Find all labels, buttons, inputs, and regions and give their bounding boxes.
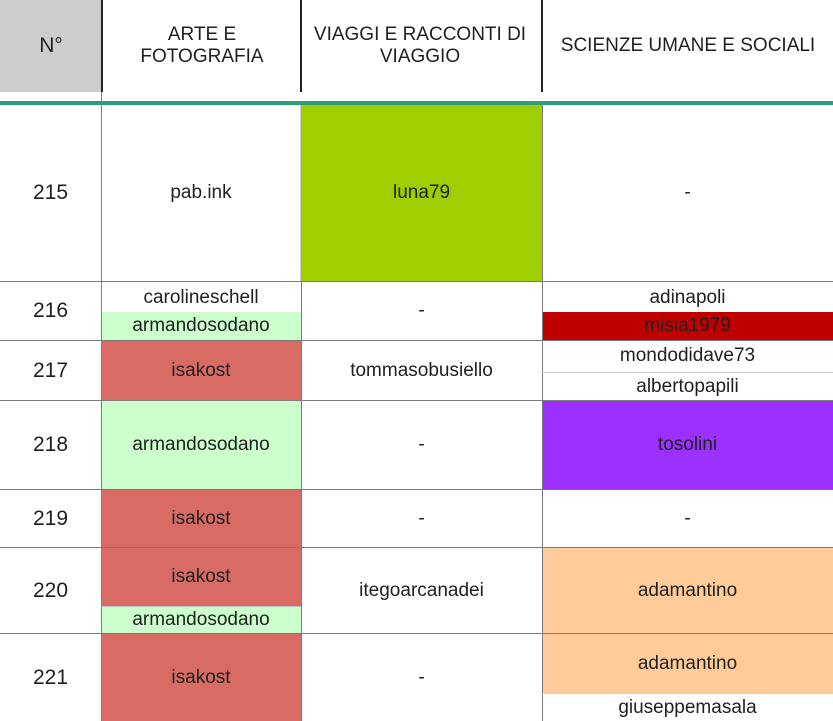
row-220-scienze: adamantino — [637, 579, 738, 601]
row-221-scienze-2: giuseppemasala — [618, 697, 757, 718]
row-218-viaggi: - — [418, 434, 425, 455]
header-divider — [101, 0, 103, 92]
row-219-arte: isakost — [171, 507, 231, 529]
row-220-num: 220 — [32, 578, 69, 602]
row-border — [0, 633, 833, 634]
row-216-arte-2: armandosodano — [132, 315, 270, 336]
row-221-num: 221 — [32, 665, 69, 689]
row-220-arte-2: armandosodano — [132, 608, 270, 630]
row-border — [0, 281, 833, 282]
row-217-num: 217 — [32, 358, 69, 382]
row-217-scienze-2: albertopapili — [636, 376, 739, 397]
subcell-border — [542, 372, 833, 373]
row-220-viaggi: itegoarcanadei — [359, 579, 484, 601]
row-215-viaggi: luna79 — [392, 182, 451, 203]
header-viaggi: VIAGGI E RACCONTI DI VIAGGIO — [313, 24, 527, 67]
row-221-viaggi: - — [418, 666, 425, 688]
row-221-scienze-1: adamantino — [637, 652, 738, 674]
row-216-scienze-1: adinapoli — [649, 287, 726, 308]
row-219-scienze: - — [684, 507, 691, 529]
row-218-arte: armandosodano — [132, 434, 270, 455]
subcell-border — [542, 693, 833, 694]
row-border — [0, 340, 833, 341]
row-216-viaggi: - — [418, 300, 425, 321]
row-221-arte: isakost — [171, 666, 231, 688]
row-215-scienze: - — [684, 182, 691, 203]
grid-line — [542, 105, 543, 721]
grid-line — [301, 282, 302, 721]
row-218-num: 218 — [32, 433, 69, 456]
header-divider — [300, 0, 302, 92]
header-arte-fotografia: ARTE E FOTOGRAFIA — [140, 24, 264, 67]
row-215-arte: pab.ink — [170, 182, 232, 203]
header-divider — [541, 0, 543, 92]
row-216-arte-1: carolineschell — [143, 287, 259, 308]
grid-line — [300, 105, 301, 281]
row-border — [0, 489, 833, 490]
header-scienze: SCIENZE UMANE E SOCIALI — [560, 35, 816, 56]
row-border — [0, 400, 833, 401]
row-219-num: 219 — [32, 506, 69, 530]
row-border — [0, 547, 833, 548]
row-217-viaggi: tommasobusiello — [350, 359, 493, 381]
subcell-border — [101, 606, 301, 607]
header-num: N° — [39, 34, 63, 57]
row-216-num: 216 — [32, 299, 69, 322]
row-219-viaggi: - — [418, 507, 425, 529]
row-217-scienze-1: mondodidave73 — [619, 345, 756, 366]
row-217-arte: isakost — [171, 359, 231, 381]
row-215-num: 215 — [32, 181, 69, 204]
row-220-arte-1: isakost — [171, 566, 231, 587]
row-216-scienze-2: misia1979 — [644, 315, 731, 336]
grid-line — [101, 92, 102, 721]
row-218-scienze: tosolini — [657, 434, 718, 455]
